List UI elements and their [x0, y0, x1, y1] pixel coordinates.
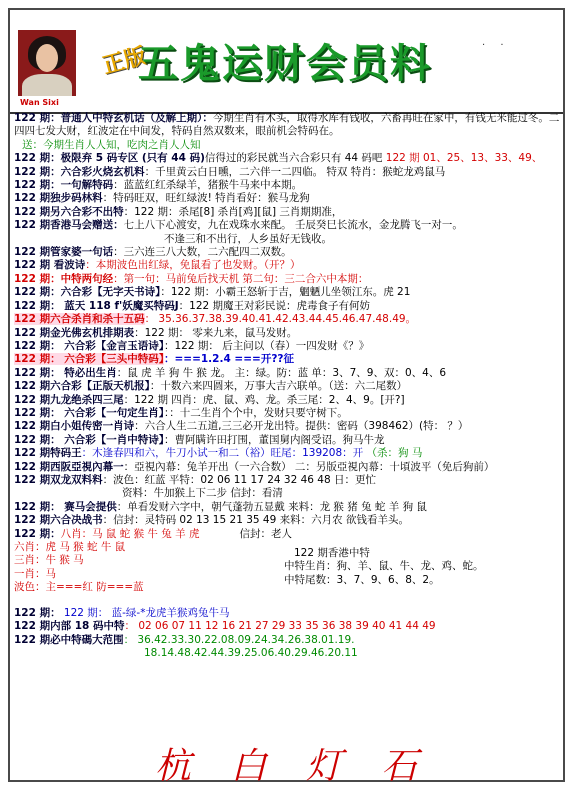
list-item: 122 期： 六合彩【三头中特码】：===1.2.4 ===开??征: [14, 353, 295, 366]
list-item: 122 期九龙绝杀四三尾：122 期 四肖：虎、鼠、鸡、龙。杀三尾：2、4、9。[开?]: [14, 393, 405, 406]
list-item: 122 期管家婆一句话：三六连三八大数，二六配四二双数。: [14, 246, 292, 259]
list-item: 18.14.48.42.44.39.25.06.40.29.46.20.11: [144, 647, 358, 660]
list-item: 122 期六合杀肖和杀十五码： 35.36.37.38.39.40.41.42.43.44.45.46.47.48.49。: [14, 313, 417, 326]
avatar: [18, 30, 76, 96]
list-item: 122 期香港马会赠送：七上八下心渡安，九在戏珠水来配。 壬辰癸巳长流水，金龙腾飞一对一。: [14, 219, 463, 232]
list-item: 122 期内部 18 码中特： 02 06 07 11 12 16 21 27 29 33 35 36 38 39 40 41 44 49: [14, 620, 436, 633]
list-item: 122 期独步码林料：特码旺双，旺红绿波! 特肖看好：猴马龙狗: [14, 192, 310, 205]
list-item: 122 期： 六合彩【金言玉语诗】：122 期： 后主问以（春）一四发财《？》: [14, 339, 370, 352]
list-item: 122 期：中特两句经：第一句：马前兔后找天机 第二句：三二合六中本期：: [14, 272, 369, 285]
list-item: 122 期六合彩【正版天机报】：十数六来四圆来，万事大吉六联单。（送：六二尾数）: [14, 380, 408, 393]
left-block: 六肖：虎 马 猴 蛇 牛 鼠 三肖：牛 猴 马 一肖：马 波色：主===红 防===蓝: [14, 541, 144, 594]
brand-badge: 正版: [100, 43, 150, 80]
list-item: 122 期金光佛玄机排期表：122 期： 零来九来，鼠马发财。: [14, 326, 298, 339]
list-item: 资料：牛加猴上下二步 信封：看清: [122, 487, 283, 500]
list-item: 122 期特码王：木逢春四和六，牛刀小试一和二（裕）旺尾：139208：开 （杀：狗 马: [14, 447, 423, 460]
list-item: 送：今期生肖人人知，吃肉之肖人人知: [22, 138, 201, 151]
list-item: 122 期： 六合彩【一肖中特诗】：曹阿瞒许田打围，董国舅内阁受诏。狗马牛龙: [14, 433, 385, 446]
list-item: 122 期白小姐传密一肖诗：六合人生二五道,三三必开龙出特。提供：密码（398462）(特： ？）: [14, 420, 469, 433]
two-column-block: [14, 541, 560, 607]
list-item: 122 期必中特碼大范围： 36.42.33.30.22.08.09.24.34.26.38.01.19.: [14, 633, 355, 646]
list-item: 122 期： 赛马会提供：单看发财六字中，朝气蓬勃五显戴 来料：龙 猴 猪 兔 蛇 羊 狗 鼠: [14, 500, 427, 513]
list-item: 122 期： 122 期： 蓝-绿-*龙虎羊猴鸡兔牛马: [14, 607, 230, 619]
list-item: 122 期西阪亞視內幕一：亞視內幕：兔羊开出（一六合数） 二：另版亞視內幕：十頃波平（免后狗前）: [14, 460, 495, 473]
list-item: 122 期六合决战书：信封：灵特码 02 13 15 21 35 49 来料：六月农 欲钱看羊头。: [14, 514, 409, 527]
list-item: 122 期另六合彩不出特：122 期：杀尾[8] 杀肖[鸡][鼠] 三肖期期准，: [14, 205, 343, 218]
list-item: 122 期： 特必出生肖：鼠 虎 羊 狗 牛 猴 龙。 主：绿。防：蓝 单：3、7、9、双：0、4、6: [14, 366, 447, 379]
list-item: 不逢三和不出行，人乡虽好无钱收。: [164, 232, 332, 245]
header: [10, 26, 563, 112]
list-item: 122 期双龙双料料：波色：红蓝 平特：02 06 11 17 24 32 46 48 日：更忙: [14, 473, 377, 486]
dots: · ·: [482, 40, 510, 51]
list-item: 122 期：普通人中特玄机话（及解上期）：今期生肖有木头，取得水库有钱收，六畜再旺在家中，有钱无米能过冬。二四四七发大财，红波定在中间发，特码自然双数来，眼前机会特码在。: [14, 112, 560, 138]
list-item: 122 期：六合彩火烧玄机料：千里黄云白日曛，二六伴一二四临。 特双 特肖：猴蛇龙鸡鼠马: [14, 165, 446, 178]
list-item: 122 期： 六合彩【一句定生肖】：：十二生肖个个中，发财只要守树下。: [14, 406, 348, 419]
list-item: 122 期：一句解特码：蓝蓝红红杀绿羊，猪猴牛马来中本期。: [14, 179, 303, 192]
content: [14, 112, 560, 661]
page-title: 五鬼运财会员料: [138, 41, 432, 87]
right-block: 122 期香港中特 中特生肖：狗、羊、鼠、牛、龙、鸡、蛇。 中特尾数：3、7、9、6、8、2。: [284, 547, 484, 586]
list-item: 122 期：六合彩【无字天书诗】：122 期：小霸王怒斩于吉，魍魉儿坐领江东。虎 21: [14, 286, 411, 299]
list-item: 122 期：八肖：马 鼠 蛇 猴 牛 兔 羊 虎 信封：老人: [14, 527, 292, 540]
list-item: 122 期 看波诗：本期波色出红绿，免鼠看了也发财。（开？）: [14, 259, 301, 272]
avatar-caption: Wan Sixi: [20, 98, 59, 107]
signature: 杭 白 灯 石: [155, 746, 432, 787]
list-item: 122 期：极限弃 5 码专区 (只有 44 码)信得过的彩民就当六合彩只有 44 码吧 122 期 01、25、13、33、49、: [14, 152, 543, 165]
list-item: 122 期： 蓝天 118 f'妖魔买特码J：122 期魔王对彩民说：虎毒食子有何妨: [14, 299, 371, 312]
